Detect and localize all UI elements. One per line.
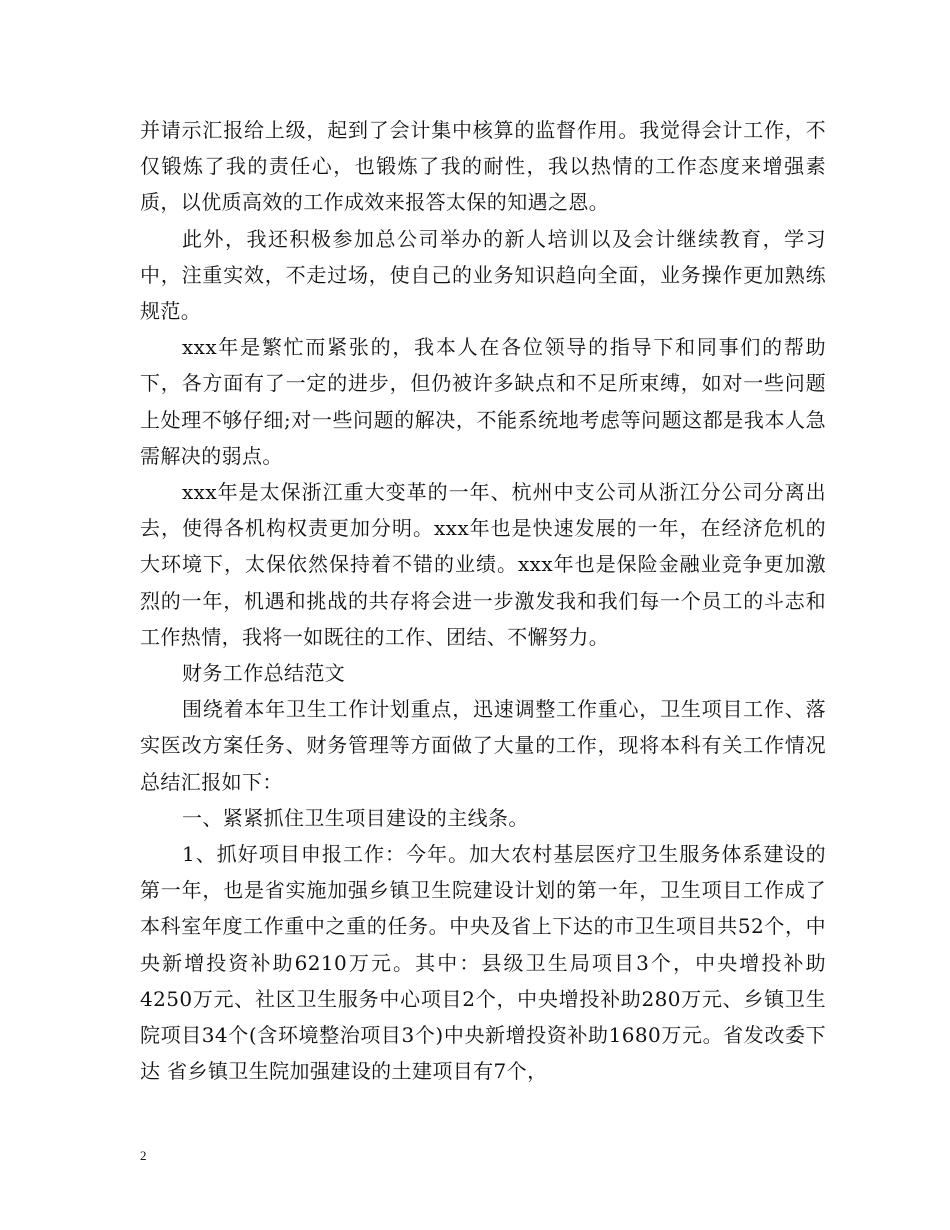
- section-heading: 一、紧紧抓住卫生项目建设的主线条。: [182, 805, 529, 830]
- paragraph-2: 此外，我还积极参加总公司举办的新人培训以及会计继续教育，学习中，注重实效，不走过场，使自己的业务知识趋向全面，业务操作更加熟练规范。: [140, 226, 826, 324]
- document-body: [140, 112, 826, 1089]
- paragraph-6: 围绕着本年卫生工作计划重点，迅速调整工作重心，卫生项目工作、落实医改方案任务、财务管理等方面做了大量的工作，现将本科有关工作情况总结汇报如下：: [140, 697, 826, 794]
- paragraph-3: xxx年是繁忙而紧张的，我本人在各位领导的指导下和同事们的帮助下，各方面有了一定的进步，但仍被许多缺点和不足所束缚，如对一些问题上处理不够仔细;对一些问题的解决，不能系统地考虑等问题这都是我本人急需解决的弱点。: [140, 335, 826, 468]
- section-title: 财务工作总结范文: [182, 661, 346, 686]
- page-number: 2: [140, 1148, 147, 1163]
- paragraph-1: 并请示汇报给上级，起到了会计集中核算的监督作用。我觉得会计工作，不仅锻炼了我的责任心，也锻炼了我的耐性，我以热情的工作态度来增强素质，以优质高效的工作成效来报答太保的知遇之恩。: [140, 118, 826, 215]
- paragraph-4: xxx年是太保浙江重大变革的一年、杭州中支公司从浙江分公司分离出去，使得各机构权责更加分明。xxx年也是快速发展的一年，在经济危机的大环境下，太保依然保持着不错的业绩。xxx年也是保险金融业竞争更加激烈的一年，机遇和挑战的共存将会进一步激发我和我们每一个员工的斗志和工作热情，我将一如既往的工作、团结、不懈努力。: [140, 480, 826, 649]
- paragraph-8: 1、抓好项目申报工作：今年。加大农村基层医疗卫生服务体系建设的第一年，也是省实施加强乡镇卫生院建设计划的第一年，卫生项目工作成了本科室年度工作重中之重的任务。中央及省上下达的市卫生项目共52个，中央新增投资补助6210万元。其中：县级卫生局项目3个，中央增投补助4250万元、社区卫生服务中心项目2个，中央增投补助280万元、乡镇卫生院项目34个(含环境整治项目3个)中央新增投资补助1680万元。省发改委下达 省乡镇卫生院加强建设的土建项目有7个，: [140, 842, 826, 1084]
